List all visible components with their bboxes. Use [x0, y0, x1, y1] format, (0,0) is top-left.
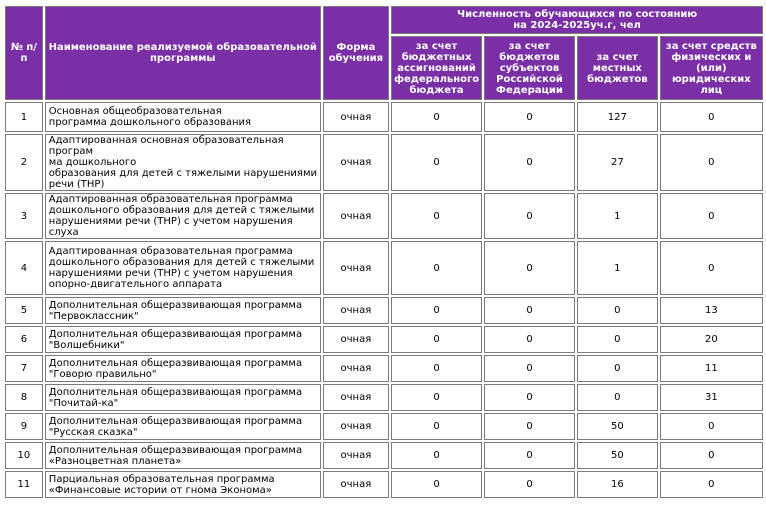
study-form: очная — [323, 471, 389, 498]
count-federal: 0 — [391, 326, 482, 353]
count-federal: 0 — [391, 413, 482, 440]
program-name-line: Парциальная образовательная программа — [48, 473, 275, 485]
program-name-line: нарушениями речи (ТНР) с учетом нарушения слуха — [48, 216, 293, 238]
count-private: 13 — [660, 297, 763, 324]
header-program: Наименование реализуемой образовательной программы — [45, 6, 321, 100]
program-name — [45, 442, 321, 469]
count-federal: 0 — [391, 355, 482, 382]
header-federal: за счет бюджетных ассигнований федерального бюджета — [391, 36, 482, 100]
count-private: 11 — [660, 355, 763, 382]
row-number: 10 — [5, 442, 43, 469]
table-row — [5, 384, 763, 411]
count-federal: 0 — [391, 384, 482, 411]
program-name-line: «Финансовые истории от гнома Эконома» — [48, 484, 272, 496]
count-local: 127 — [577, 102, 658, 132]
row-number: 6 — [5, 326, 43, 353]
program-name — [45, 134, 321, 191]
count-private: 0 — [660, 241, 763, 295]
count-federal: 0 — [391, 134, 482, 191]
program-name-line: программа дошкольного образования — [48, 117, 252, 128]
table-row — [5, 355, 763, 382]
count-subjects: 0 — [484, 471, 575, 498]
row-number: 7 — [5, 355, 43, 382]
table-body — [5, 102, 763, 498]
program-name-line: нарушениями речи (ТНР) с учетом нарушения — [48, 268, 293, 279]
count-local: 0 — [577, 326, 658, 353]
row-number: 3 — [5, 193, 43, 239]
program-name — [45, 471, 321, 498]
program-name-line: Адаптированная основная образовательная програм — [48, 135, 284, 157]
program-name-line: "Первоклассник" — [48, 310, 139, 322]
count-private: 31 — [660, 384, 763, 411]
program-name-line: Дополнительная общеразвивающая программа — [48, 328, 303, 340]
count-subjects: 0 — [484, 326, 575, 353]
enrollment-table — [3, 4, 765, 500]
table-row — [5, 413, 763, 440]
header-num: № п/п — [5, 6, 43, 100]
program-name — [45, 326, 321, 353]
count-federal: 0 — [391, 102, 482, 132]
program-name-line: Основная общеобразовательная — [48, 106, 222, 117]
program-name-line: речи (ТНР) — [48, 179, 105, 190]
header-group-line-2: на 2024-2025уч.г, чел — [513, 20, 641, 31]
study-form: очная — [323, 413, 389, 440]
count-private: 0 — [660, 442, 763, 469]
table-row — [5, 102, 763, 132]
count-subjects: 0 — [484, 102, 575, 132]
table-row — [5, 193, 763, 239]
program-name-line: Дополнительная общеразвивающая программа — [48, 444, 303, 456]
program-name-line: ма дошкольного — [48, 157, 137, 168]
program-name-line: Адаптированная образовательная программа — [48, 194, 293, 205]
program-name-line: Дополнительная общеразвивающая программа — [48, 299, 303, 311]
header-subjects: за счет бюджетов субъектов Российской Федерации — [484, 36, 575, 100]
table-row — [5, 297, 763, 324]
count-local: 50 — [577, 413, 658, 440]
study-form: очная — [323, 297, 389, 324]
row-number: 4 — [5, 241, 43, 295]
count-federal: 0 — [391, 193, 482, 239]
header-form: Форма обучения — [323, 6, 389, 100]
program-name-line: дошкольного образования для детей с тяжелыми — [48, 205, 315, 216]
count-private: 20 — [660, 326, 763, 353]
table-row — [5, 241, 763, 295]
study-form: очная — [323, 134, 389, 191]
count-local: 0 — [577, 297, 658, 324]
count-subjects: 0 — [484, 193, 575, 239]
program-name — [45, 413, 321, 440]
count-local: 27 — [577, 134, 658, 191]
study-form: очная — [323, 384, 389, 411]
program-name-line: Дополнительная общеразвивающая программа — [48, 357, 303, 369]
program-name-line: "Почитай-ка" — [48, 397, 119, 409]
program-name-line: дошкольного образования для детей с тяжелыми — [48, 257, 315, 268]
header-local: за счет местных бюджетов — [577, 36, 658, 100]
program-name-line: Адаптированная образовательная программа — [48, 246, 293, 257]
count-subjects: 0 — [484, 413, 575, 440]
study-form: очная — [323, 355, 389, 382]
row-number: 9 — [5, 413, 43, 440]
row-number: 1 — [5, 102, 43, 132]
program-name — [45, 355, 321, 382]
count-private: 0 — [660, 102, 763, 132]
program-name-line: Дополнительная общеразвивающая программа — [48, 415, 303, 427]
table-row — [5, 326, 763, 353]
study-form: очная — [323, 442, 389, 469]
table-row — [5, 134, 763, 191]
study-form: очная — [323, 326, 389, 353]
program-name-line: образования для детей с тяжелыми нарушениями — [48, 168, 317, 179]
count-private: 0 — [660, 471, 763, 498]
count-subjects: 0 — [484, 241, 575, 295]
program-name-line: "Говорю правильно" — [48, 368, 157, 380]
count-private: 0 — [660, 413, 763, 440]
study-form: очная — [323, 193, 389, 239]
row-number: 2 — [5, 134, 43, 191]
header-enrollment-group — [391, 6, 763, 34]
table-row — [5, 442, 763, 469]
count-private: 0 — [660, 134, 763, 191]
count-subjects: 0 — [484, 134, 575, 191]
count-federal: 0 — [391, 241, 482, 295]
program-name — [45, 102, 321, 132]
program-name-line: "Русская сказка" — [48, 426, 138, 438]
table-row — [5, 471, 763, 498]
header-private: за счет средств физических и (или) юридических лиц — [660, 36, 763, 100]
count-federal: 0 — [391, 442, 482, 469]
program-name-line: Дополнительная общеразвивающая программа — [48, 386, 303, 398]
count-local: 1 — [577, 241, 658, 295]
program-name — [45, 241, 321, 295]
table-header — [5, 6, 763, 100]
program-name — [45, 297, 321, 324]
header-group-line-1: Численность обучающихся по состоянию — [456, 9, 698, 20]
count-subjects: 0 — [484, 442, 575, 469]
count-federal: 0 — [391, 471, 482, 498]
count-local: 0 — [577, 384, 658, 411]
program-name-line: опорно-двигательного аппарата — [48, 279, 223, 290]
row-number: 8 — [5, 384, 43, 411]
count-subjects: 0 — [484, 384, 575, 411]
program-name-line: «Разноцветная планета» — [48, 455, 182, 467]
study-form: очная — [323, 241, 389, 295]
count-subjects: 0 — [484, 297, 575, 324]
program-name — [45, 193, 321, 239]
count-local: 0 — [577, 355, 658, 382]
count-local: 16 — [577, 471, 658, 498]
count-private: 0 — [660, 193, 763, 239]
program-name-line: "Волшебники" — [48, 339, 125, 351]
count-federal: 0 — [391, 297, 482, 324]
count-local: 50 — [577, 442, 658, 469]
study-form: очная — [323, 102, 389, 132]
count-subjects: 0 — [484, 355, 575, 382]
count-local: 1 — [577, 193, 658, 239]
row-number: 11 — [5, 471, 43, 498]
row-number: 5 — [5, 297, 43, 324]
program-name — [45, 384, 321, 411]
